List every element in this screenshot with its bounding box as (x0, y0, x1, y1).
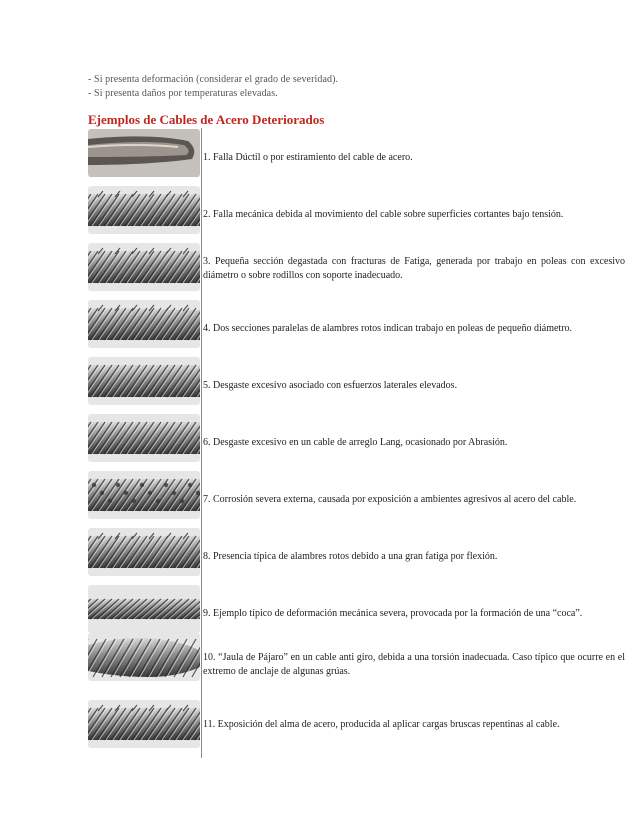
column-divider (201, 128, 202, 758)
mechanical-failure-photo (88, 186, 200, 234)
cable-example-caption: 10. “Jaula de Pájaro” en un cable anti giro, debida a una torsión inadecuada. Caso típico que ocurre en el extremo de anclaje de algunas grúas. (203, 652, 625, 677)
cable-example-caption: 2. Falla mecánica debida al movimiento del cable sobre superficies cortantes bajo tensión. (203, 209, 564, 220)
cable-example-caption: 11. Exposición del alma de acero, producida al aplicar cargas bruscas repentinas al cable. (203, 719, 560, 730)
broken-wires-parallel-photo (88, 300, 200, 348)
external-corrosion-photo (88, 471, 200, 519)
core-exposure-photo (88, 700, 200, 748)
bullet-high-temperature: - Si presenta daños por temperaturas elevadas. (88, 88, 278, 99)
section-title: Ejemplos de Cables de Acero Deteriorados (88, 112, 325, 127)
bullet-deformation: - Si presenta deformación (considerar el grado de severidad). (88, 74, 339, 85)
lang-abrasion-photo (88, 414, 200, 462)
cable-example-caption: 7. Corrosión severa externa, causada por exposición a ambientes agresivos al acero del cable. (203, 494, 577, 505)
cable-example-caption: 9. Ejemplo típico de deformación mecánica severa, provocada por la formación de una “coca”. (203, 608, 583, 619)
lateral-wear-photo (88, 357, 200, 405)
birdcage-photo (88, 633, 200, 681)
cable-example-caption: 4. Dos secciones paralelas de alambres rotos indican trabajo en poleas de pequeño diámetro. (203, 323, 573, 334)
cable-example-caption: 6. Desgaste excesivo en un cable de arreglo Lang, ocasionado por Abrasión. (203, 437, 508, 448)
flexion-fatigue-photo (88, 528, 200, 576)
fatigue-section-photo (88, 243, 200, 291)
ductile-failure-photo (88, 129, 200, 177)
cable-example-caption: 1. Falla Dúctil o por estiramiento del cable de acero. (203, 152, 413, 163)
cable-example-caption: 3. Pequeña sección degastada con fracturas de Fatiga, generada por trabajo en poleas con excesivo diámetro o sobre rodillos con soporte inadecuado. (203, 256, 625, 281)
kink-deformation-photo (88, 585, 200, 633)
cable-example-caption: 5. Desgaste excesivo asociado con esfuerzos laterales elevados. (203, 380, 458, 391)
cable-example-caption: 8. Presencia típica de alambres rotos debido a una gran fatiga por flexión. (203, 551, 498, 562)
